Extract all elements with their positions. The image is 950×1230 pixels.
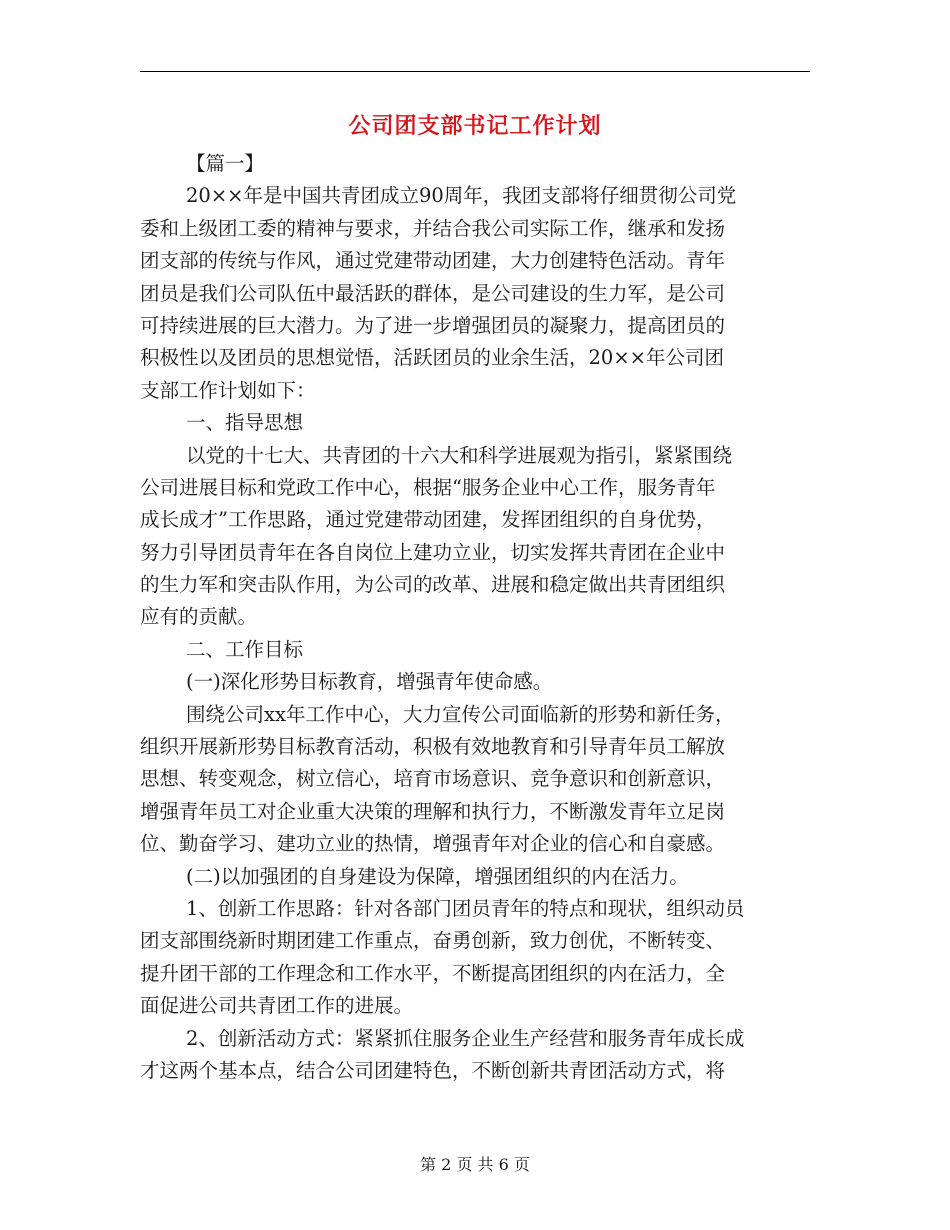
text-line: 【篇一】	[186, 152, 265, 175]
text-line: 公司进展目标和党政工作中心，根据“服务企业中心工作，服务青年	[140, 475, 716, 499]
page-footer: 第 2 页 共 6 页	[420, 1155, 530, 1174]
text-line: 团支部围绕新时期团建工作重点，奋勇创新，致力创优，不断转变、	[140, 929, 726, 953]
text-line: 围绕公司xx年工作中心，大力宣传公司面临新的形势和新任务，	[186, 702, 735, 726]
text-line: 努力引导团员青年在各自岗位上建功立业，切实发挥共青团在企业中	[140, 540, 726, 564]
text-line: 才这两个基本点，结合公司团建特色，不断创新共青团活动方式，将	[140, 1058, 726, 1082]
text-line: 二、工作目标	[186, 637, 304, 661]
document-body	[140, 148, 810, 1087]
text-line: 2、创新活动方式：紧紧抓住服务企业生产经营和服务青年成长成	[186, 1026, 745, 1050]
text-line: 20××年是中国共青团成立90周年，我团支部将仔细贯彻公司党	[186, 184, 737, 208]
text-line: 团员是我们公司队伍中最活跃的群体，是公司建设的生力军，是公司	[140, 281, 726, 305]
text-line: 委和上级团工委的精神与要求，并结合我公司实际工作，继承和发扬	[140, 216, 726, 240]
text-line: 位、勤奋学习、建功立业的热情，增强青年对企业的信心和自豪感。	[140, 832, 726, 856]
text-line: 面促进公司共青团工作的进展。	[140, 994, 414, 1018]
text-line: 成长成才”工作思路，通过党建带动团建，发挥团组织的自身优势，	[140, 508, 716, 532]
text-line: 的生力军和突击队作用，为公司的改革、进展和稳定做出共青团组织	[140, 573, 726, 597]
text-line: (一)深化形势目标教育，增强青年使命感。	[186, 670, 553, 694]
text-line: 团支部的传统与作风，通过党建带动团建，大力创建特色活动。青年	[140, 249, 726, 273]
text-line: 可持续进展的巨大潜力。为了进一步增强团员的凝聚力，提高团员的	[140, 313, 726, 337]
text-line: 增强青年员工对企业重大决策的理解和执行力，不断激发青年立足岗	[140, 799, 726, 823]
text-line: 提升团干部的工作理念和工作水平，不断提高团组织的内在活力，全	[140, 961, 726, 985]
text-line: 以党的十七大、共青团的十六大和科学进展观为指引，紧紧围绕	[186, 443, 733, 467]
document-title: 公司团支部书记工作计划	[348, 113, 602, 139]
text-line: 1、创新工作思路：针对各部门团员青年的特点和现状，组织动员	[186, 896, 745, 920]
text-line: 组织开展新形势目标教育活动，积极有效地教育和引导青年员工解放	[140, 735, 726, 759]
text-line: 一、指导思想	[186, 411, 304, 435]
text-line: 应有的贡献。	[140, 605, 258, 629]
text-line: (二)以加强团的自身建设为保障，增强团组织的内在活力。	[186, 864, 689, 888]
text-line: 积极性以及团员的思想觉悟，活跃团员的业余生活，20××年公司团	[140, 346, 724, 370]
text-line: 思想、转变观念，树立信心，培育市场意识、竞争意识和创新意识，	[140, 767, 726, 791]
text-line: 支部工作计划如下：	[140, 378, 316, 402]
header-rule	[140, 71, 810, 72]
